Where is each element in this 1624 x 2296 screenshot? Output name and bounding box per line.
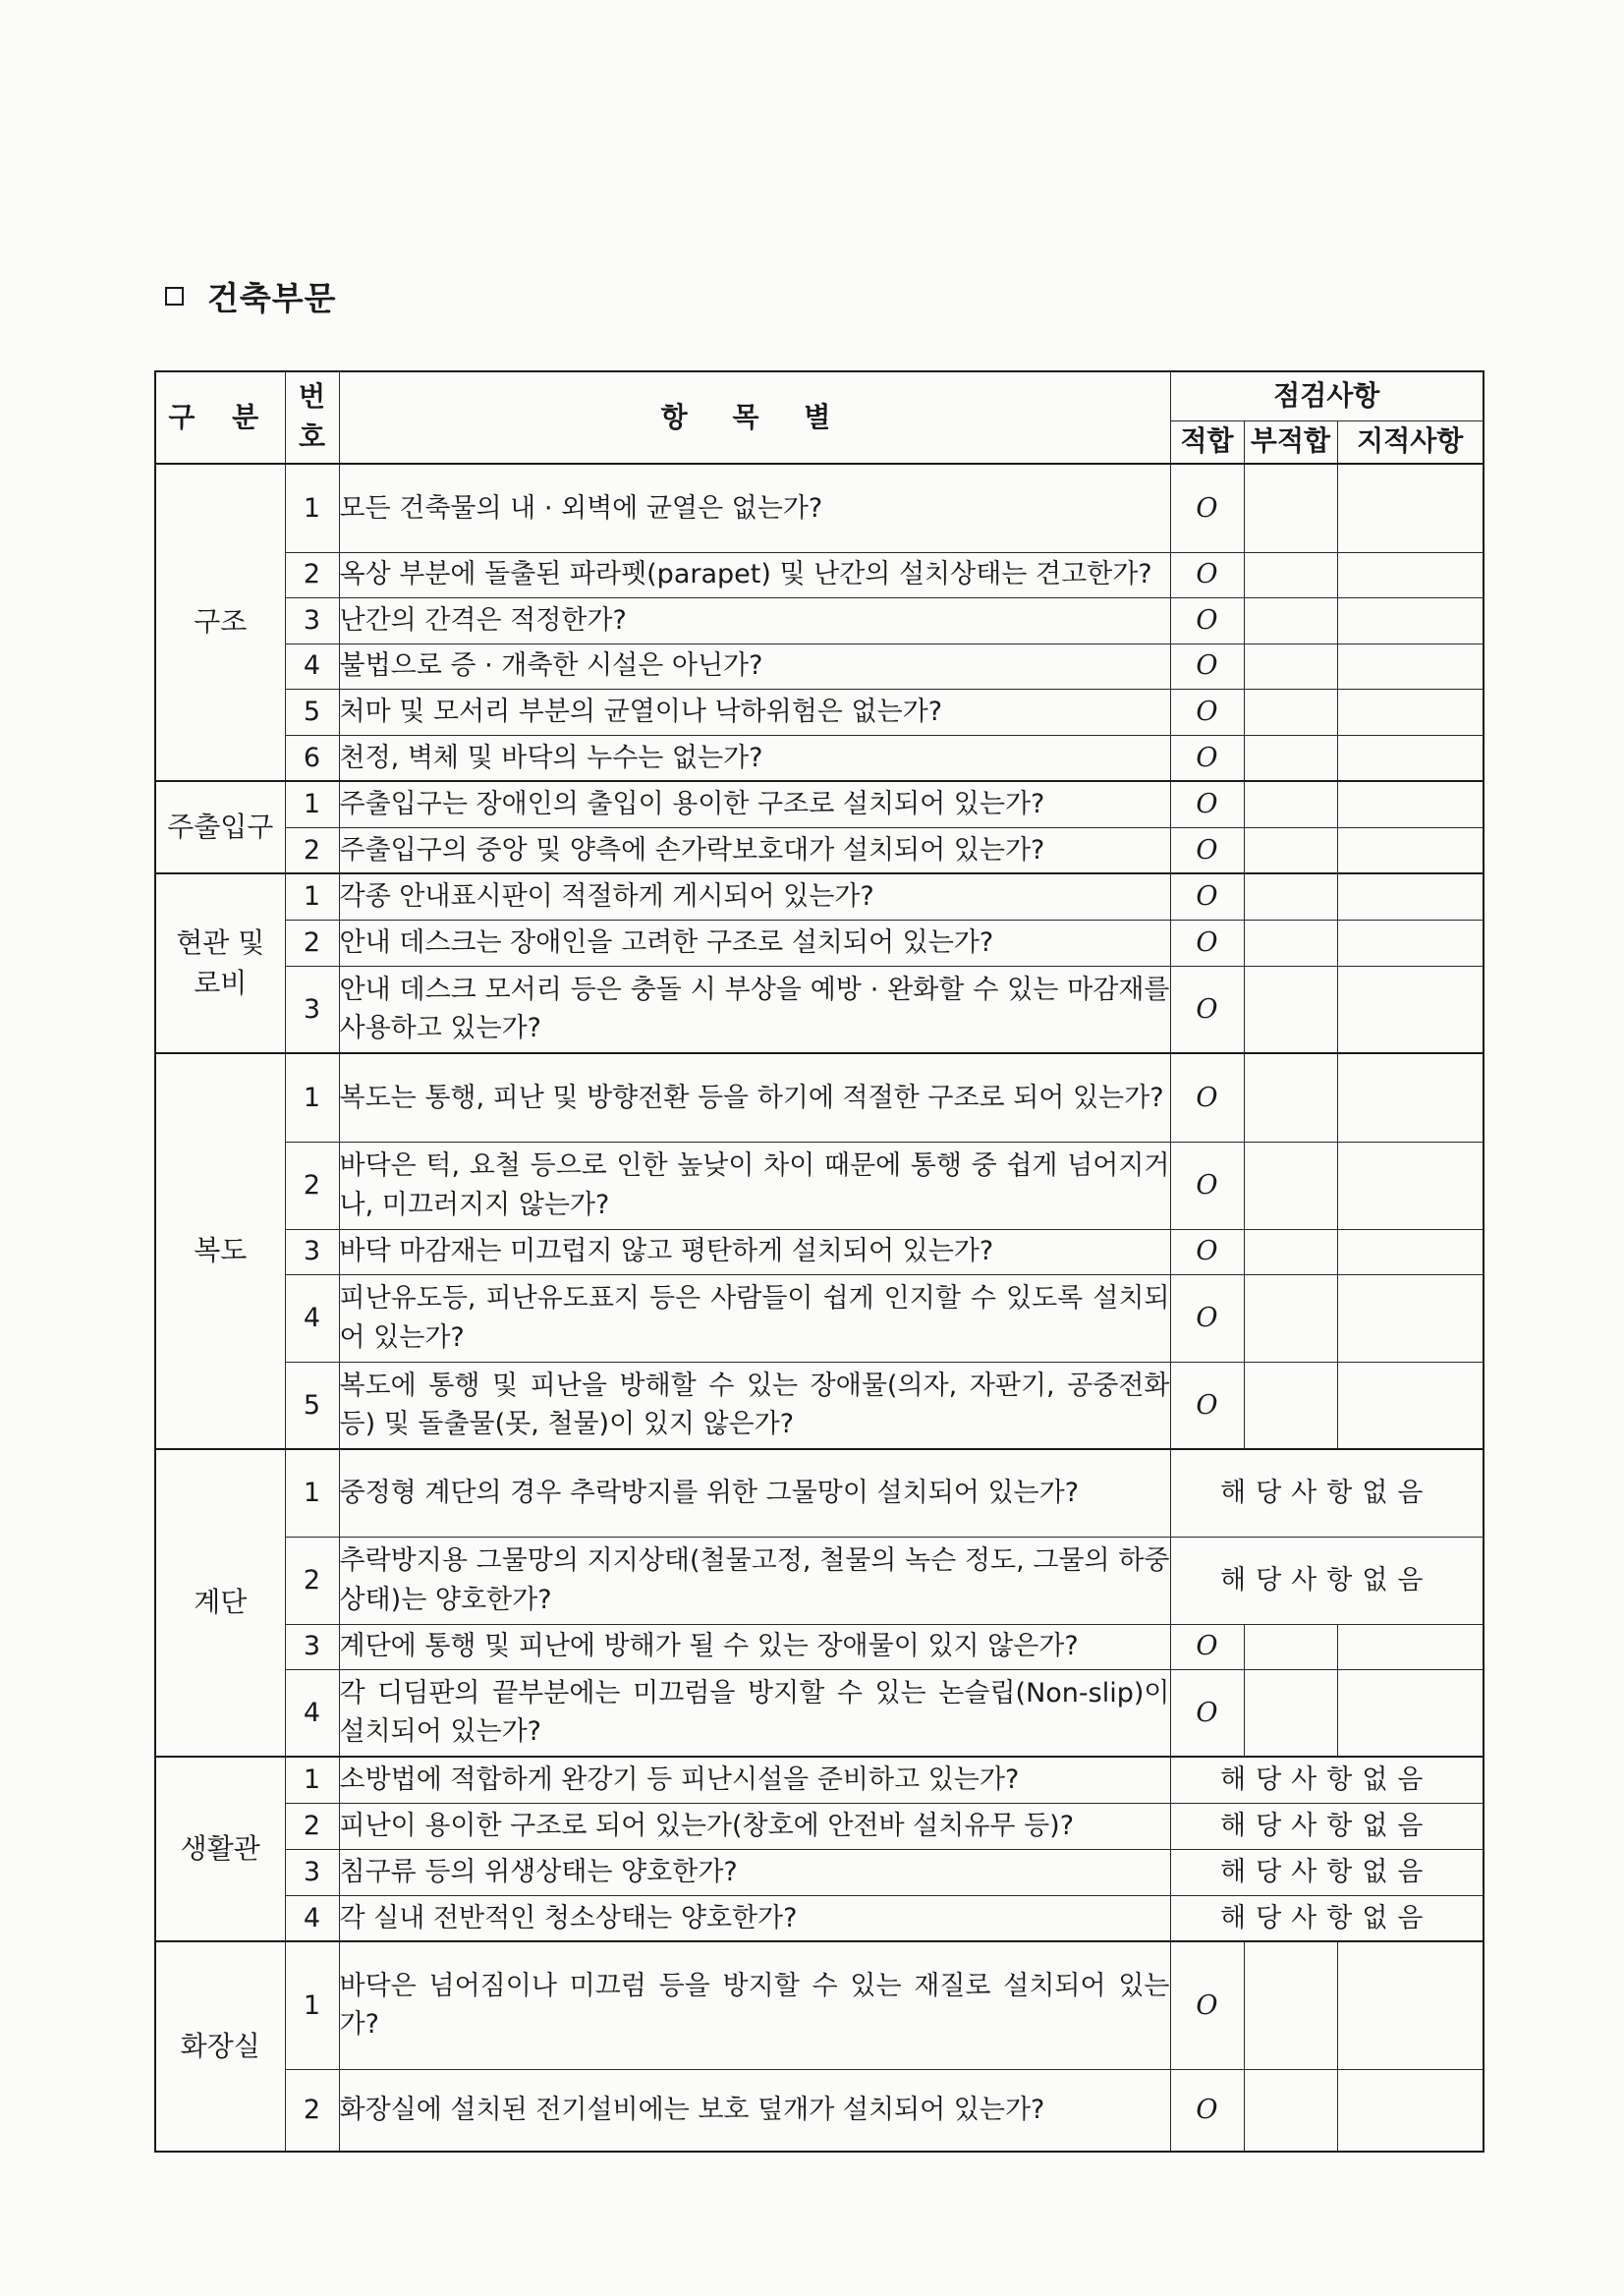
checklist-row <box>155 1895 1484 1941</box>
item-text: 바닥은 턱, 요철 등으로 인한 높낮이 차이 때문에 통행 중 쉽게 넘어지거나, 미끄러지지 않는가? <box>339 1142 1170 1229</box>
item-text: 중정형 계단의 경우 추락방지를 위한 그물망이 설치되어 있는가? <box>339 1449 1170 1537</box>
remarks-cell <box>1337 1941 1484 2069</box>
fail-cell <box>1244 2069 1337 2152</box>
item-number: 1 <box>285 1053 339 1142</box>
fail-cell <box>1244 1142 1337 1229</box>
pass-mark: O <box>1170 966 1244 1053</box>
item-text: 옥상 부분에 돌출된 파라펫(parapet) 및 난간의 설치상태는 견고한가? <box>339 552 1170 597</box>
remarks-cell <box>1337 1624 1484 1669</box>
item-number: 3 <box>285 597 339 644</box>
checklist-body <box>155 464 1484 2152</box>
header-remarks: 지적사항 <box>1337 420 1484 464</box>
checklist-row <box>155 689 1484 735</box>
remarks-cell <box>1337 920 1484 966</box>
remarks-cell <box>1337 873 1484 920</box>
checklist-row <box>155 1757 1484 1803</box>
item-number: 1 <box>285 873 339 920</box>
checklist-row <box>155 1803 1484 1849</box>
item-number: 4 <box>285 1895 339 1941</box>
category-cell: 생활관 <box>155 1757 285 1941</box>
pass-mark: O <box>1170 1362 1244 1449</box>
not-applicable-cell: 해당사항없음 <box>1170 1537 1484 1624</box>
fail-cell <box>1244 464 1337 552</box>
checklist-row <box>155 1053 1484 1142</box>
pass-mark: O <box>1170 735 1244 781</box>
not-applicable-cell: 해당사항없음 <box>1170 1757 1484 1803</box>
fail-cell <box>1244 597 1337 644</box>
item-number: 2 <box>285 1537 339 1624</box>
not-applicable-cell: 해당사항없음 <box>1170 1895 1484 1941</box>
remarks-cell <box>1337 781 1484 827</box>
item-number: 4 <box>285 1669 339 1757</box>
pass-mark: O <box>1170 1274 1244 1362</box>
square-bullet-icon <box>165 287 184 306</box>
header-fail: 부적합 <box>1244 420 1337 464</box>
fail-cell <box>1244 644 1337 689</box>
item-number: 1 <box>285 1757 339 1803</box>
category-cell: 계단 <box>155 1449 285 1757</box>
fail-cell <box>1244 1941 1337 2069</box>
item-number: 2 <box>285 552 339 597</box>
header-inspection: 점검사항 <box>1170 371 1484 420</box>
pass-mark: O <box>1170 597 1244 644</box>
remarks-cell <box>1337 1274 1484 1362</box>
pass-mark: O <box>1170 1142 1244 1229</box>
pass-mark: O <box>1170 464 1244 552</box>
item-number: 3 <box>285 1849 339 1895</box>
fail-cell <box>1244 920 1337 966</box>
category-cell: 주출입구 <box>155 781 285 873</box>
header-number-bottom: 호 <box>298 420 326 453</box>
fail-cell <box>1244 1362 1337 1449</box>
checklist-row <box>155 1142 1484 1229</box>
checklist-row <box>155 1229 1484 1274</box>
item-text: 화장실에 설치된 전기설비에는 보호 덮개가 설치되어 있는가? <box>339 2069 1170 2152</box>
item-text: 소방법에 적합하게 완강기 등 피난시설을 준비하고 있는가? <box>339 1757 1170 1803</box>
category-cell: 복도 <box>155 1053 285 1449</box>
item-text: 각 디딤판의 끝부분에는 미끄럼을 방지할 수 있는 논슬립(Non-slip)이 설치되어 있는가? <box>339 1669 1170 1757</box>
pass-mark: O <box>1170 1669 1244 1757</box>
header-category: 구 분 <box>155 371 285 464</box>
fail-cell <box>1244 689 1337 735</box>
remarks-cell <box>1337 1669 1484 1757</box>
item-text: 주출입구의 중앙 및 양측에 손가락보호대가 설치되어 있는가? <box>339 827 1170 873</box>
item-text: 안내 데스크 모서리 등은 충돌 시 부상을 예방 · 완화할 수 있는 마감재를 사용하고 있는가? <box>339 966 1170 1053</box>
checklist-row <box>155 1669 1484 1757</box>
item-number: 2 <box>285 827 339 873</box>
remarks-cell <box>1337 2069 1484 2152</box>
fail-cell <box>1244 1274 1337 1362</box>
fail-cell <box>1244 781 1337 827</box>
remarks-cell <box>1337 464 1484 552</box>
item-text: 주출입구는 장애인의 출입이 용이한 구조로 설치되어 있는가? <box>339 781 1170 827</box>
item-text: 추락방지용 그물망의 지지상태(철물고정, 철물의 녹슨 정도, 그물의 하중상태)는 양호한가? <box>339 1537 1170 1624</box>
checklist-row <box>155 920 1484 966</box>
pass-mark: O <box>1170 1941 1244 2069</box>
item-number: 1 <box>285 1449 339 1537</box>
pass-mark: O <box>1170 1053 1244 1142</box>
item-number: 2 <box>285 920 339 966</box>
pass-mark: O <box>1170 781 1244 827</box>
item-text: 바닥은 넘어짐이나 미끄럼 등을 방지할 수 있는 재질로 설치되어 있는가? <box>339 1941 1170 2069</box>
item-text: 계단에 통행 및 피난에 방해가 될 수 있는 장애물이 있지 않은가? <box>339 1624 1170 1669</box>
category-cell: 구조 <box>155 464 285 781</box>
checklist-row <box>155 827 1484 873</box>
fail-cell <box>1244 1669 1337 1757</box>
fail-cell <box>1244 966 1337 1053</box>
item-number: 2 <box>285 1803 339 1849</box>
pass-mark: O <box>1170 920 1244 966</box>
remarks-cell <box>1337 552 1484 597</box>
fail-cell <box>1244 1624 1337 1669</box>
remarks-cell <box>1337 1142 1484 1229</box>
item-number: 4 <box>285 644 339 689</box>
fail-cell <box>1244 1053 1337 1142</box>
fail-cell <box>1244 827 1337 873</box>
pass-mark: O <box>1170 552 1244 597</box>
fail-cell <box>1244 873 1337 920</box>
item-number: 3 <box>285 1229 339 1274</box>
category-cell: 화장실 <box>155 1941 285 2152</box>
checklist-row <box>155 1274 1484 1362</box>
remarks-cell <box>1337 966 1484 1053</box>
item-number: 4 <box>285 1274 339 1362</box>
remarks-cell <box>1337 597 1484 644</box>
item-number: 3 <box>285 966 339 1053</box>
item-number: 3 <box>285 1624 339 1669</box>
item-number: 5 <box>285 689 339 735</box>
pass-mark: O <box>1170 873 1244 920</box>
item-text: 각종 안내표시판이 적절하게 게시되어 있는가? <box>339 873 1170 920</box>
not-applicable-cell: 해당사항없음 <box>1170 1849 1484 1895</box>
not-applicable-cell: 해당사항없음 <box>1170 1449 1484 1537</box>
header-number <box>285 371 339 464</box>
item-text: 침구류 등의 위생상태는 양호한가? <box>339 1849 1170 1895</box>
header-number-top: 번 <box>298 380 326 414</box>
pass-mark: O <box>1170 2069 1244 2152</box>
fail-cell <box>1244 735 1337 781</box>
item-number: 5 <box>285 1362 339 1449</box>
item-number: 1 <box>285 1941 339 2069</box>
checklist-row <box>155 1449 1484 1537</box>
fail-cell <box>1244 552 1337 597</box>
item-text: 처마 및 모서리 부분의 균열이나 낙하위험은 없는가? <box>339 689 1170 735</box>
checklist-row <box>155 552 1484 597</box>
item-text: 모든 건축물의 내 · 외벽에 균열은 없는가? <box>339 464 1170 552</box>
section-title: 건축부문 <box>207 279 337 317</box>
item-text: 안내 데스크는 장애인을 고려한 구조로 설치되어 있는가? <box>339 920 1170 966</box>
item-number: 1 <box>285 464 339 552</box>
item-text: 복도에 통행 및 피난을 방해할 수 있는 장애물(의자, 자판기, 공중전화 등) 및 돌출물(못, 철물)이 있지 않은가? <box>339 1362 1170 1449</box>
checklist-row <box>155 2069 1484 2152</box>
pass-mark: O <box>1170 1624 1244 1669</box>
checklist-row <box>155 735 1484 781</box>
item-number: 2 <box>285 2069 339 2152</box>
item-text: 바닥 마감재는 미끄럽지 않고 평탄하게 설치되어 있는가? <box>339 1229 1170 1274</box>
remarks-cell <box>1337 1362 1484 1449</box>
checklist-row <box>155 1537 1484 1624</box>
remarks-cell <box>1337 827 1484 873</box>
checklist-row <box>155 464 1484 552</box>
checklist-row <box>155 1362 1484 1449</box>
inspection-checklist-table <box>154 370 1484 2153</box>
item-number: 1 <box>285 781 339 827</box>
checklist-row <box>155 873 1484 920</box>
remarks-cell <box>1337 1053 1484 1142</box>
checklist-row <box>155 644 1484 689</box>
checklist-row <box>155 966 1484 1053</box>
remarks-cell <box>1337 1229 1484 1274</box>
checklist-row <box>155 781 1484 827</box>
not-applicable-cell: 해당사항없음 <box>1170 1803 1484 1849</box>
item-text: 난간의 간격은 적정한가? <box>339 597 1170 644</box>
item-text: 피난이 용이한 구조로 되어 있는가(창호에 안전바 설치유무 등)? <box>339 1803 1170 1849</box>
category-cell: 현관 및 로비 <box>155 873 285 1053</box>
pass-mark: O <box>1170 644 1244 689</box>
section-heading <box>165 273 337 319</box>
remarks-cell <box>1337 644 1484 689</box>
item-number: 6 <box>285 735 339 781</box>
header-item: 항 목 별 <box>339 371 1170 464</box>
checklist-row <box>155 1941 1484 2069</box>
checklist-row <box>155 597 1484 644</box>
checklist-row <box>155 1624 1484 1669</box>
item-text: 피난유도등, 피난유도표지 등은 사람들이 쉽게 인지할 수 있도록 설치되어 있는가? <box>339 1274 1170 1362</box>
header-pass: 적합 <box>1170 420 1244 464</box>
item-text: 복도는 통행, 피난 및 방향전환 등을 하기에 적절한 구조로 되어 있는가? <box>339 1053 1170 1142</box>
pass-mark: O <box>1170 1229 1244 1274</box>
item-number: 2 <box>285 1142 339 1229</box>
item-text: 불법으로 증 · 개축한 시설은 아닌가? <box>339 644 1170 689</box>
pass-mark: O <box>1170 827 1244 873</box>
item-text: 천정, 벽체 및 바닥의 누수는 없는가? <box>339 735 1170 781</box>
remarks-cell <box>1337 689 1484 735</box>
checklist-row <box>155 1849 1484 1895</box>
remarks-cell <box>1337 735 1484 781</box>
fail-cell <box>1244 1229 1337 1274</box>
pass-mark: O <box>1170 689 1244 735</box>
item-text: 각 실내 전반적인 청소상태는 양호한가? <box>339 1895 1170 1941</box>
